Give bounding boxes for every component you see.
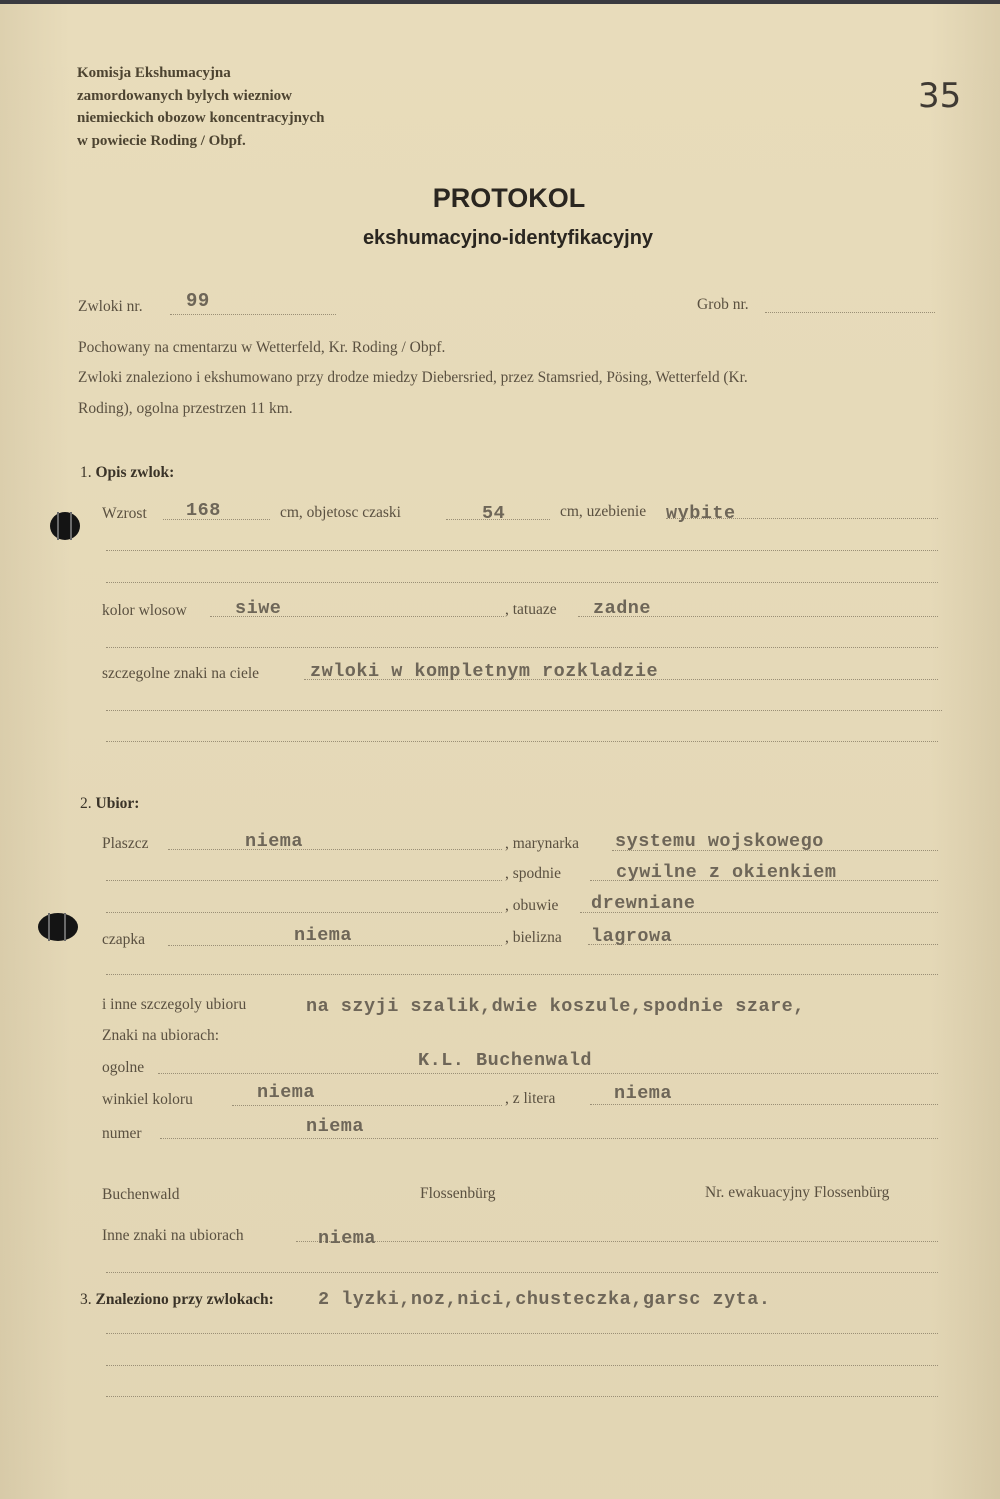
document-subtitle: ekshumacyjno-identyfikacyjny bbox=[362, 227, 654, 249]
winkiel-label: winkiel koloru bbox=[102, 1091, 193, 1108]
punch-hole-edge bbox=[64, 913, 66, 941]
zwloki-label: Zwloki nr. bbox=[78, 298, 143, 315]
field-line bbox=[160, 1138, 938, 1139]
section-1-heading bbox=[80, 464, 174, 482]
inne-znaki-label: Inne znaki na ubiorach bbox=[102, 1227, 244, 1244]
inne-szczegoly-label: i inne szczegoly ubioru bbox=[102, 996, 247, 1013]
section-number: 3. bbox=[80, 1291, 92, 1308]
blank-line bbox=[106, 710, 942, 711]
uzebienie-label: cm, uzebienie bbox=[560, 503, 647, 520]
section-title: Opis zwlok: bbox=[95, 464, 175, 481]
commission-header bbox=[77, 62, 324, 152]
z-litera-label: , z litera bbox=[505, 1090, 556, 1107]
znaki-ciele-label: szczegolne znaki na ciele bbox=[102, 665, 260, 682]
kolor-wlosow-value: siwe bbox=[235, 598, 282, 619]
blank-line bbox=[106, 550, 938, 551]
found-text-cont: Roding), ogolna przestrzen 11 km. bbox=[78, 400, 293, 417]
czapka-value: niema bbox=[294, 925, 353, 946]
header-line: niemieckich obozow koncentracyjnych bbox=[77, 110, 325, 126]
blank-line bbox=[106, 1333, 938, 1334]
blank-line bbox=[106, 974, 938, 975]
znaleziono-value: 2 lyzki,noz,nici,chusteczka,garsc zyta. bbox=[318, 1289, 771, 1310]
winkiel-value: niema bbox=[257, 1082, 316, 1103]
field-line bbox=[232, 1105, 502, 1106]
nr-ewakuacyjny-label: Nr. ewakuacyjny Flossenbürg bbox=[705, 1184, 890, 1201]
bielizna-label: , bielizna bbox=[505, 929, 562, 946]
document-title: PROTOKOL bbox=[432, 183, 586, 213]
plaszcz-label: Plaszcz bbox=[102, 835, 149, 852]
blank-line bbox=[106, 647, 938, 648]
punch-hole-edge bbox=[48, 913, 50, 941]
spodnie-label: , spodnie bbox=[505, 865, 561, 882]
znaki-ubiorach-label: Znaki na ubiorach: bbox=[102, 1027, 220, 1044]
numer-label: numer bbox=[102, 1125, 142, 1142]
section-title: Ubior: bbox=[95, 795, 140, 812]
numer-value: niema bbox=[306, 1116, 365, 1137]
blank-line bbox=[106, 880, 502, 881]
header-line: Komisja Ekshumacyjna bbox=[77, 65, 231, 81]
field-line bbox=[590, 1104, 938, 1105]
section-2-heading bbox=[80, 795, 139, 813]
czapka-label: czapka bbox=[102, 931, 146, 948]
z-litera-value: niema bbox=[614, 1083, 673, 1104]
section-number: 1. bbox=[80, 464, 92, 481]
marynarka-label: , marynarka bbox=[505, 835, 580, 852]
blank-line bbox=[106, 1365, 938, 1366]
spodnie-value: cywilne z okienkiem bbox=[616, 862, 837, 883]
uzebienie-value: wybite bbox=[666, 503, 736, 524]
kolor-wlosow-label: kolor wlosow bbox=[102, 602, 187, 619]
wzrost-label: Wzrost bbox=[102, 505, 147, 522]
scan-edge bbox=[0, 0, 1000, 4]
punch-hole bbox=[50, 512, 80, 540]
blank-line bbox=[106, 1272, 938, 1273]
field-line bbox=[168, 849, 502, 850]
blank-line bbox=[106, 741, 938, 742]
punch-hole-edge bbox=[70, 512, 72, 540]
burial-text: Pochowany na cmentarzu w Wetterfeld, Kr. Roding / Obpf. bbox=[78, 339, 446, 356]
field-line bbox=[170, 314, 336, 315]
section-title: Znaleziono przy zwlokach: bbox=[95, 1291, 274, 1308]
cm-czaszka-label: cm, objetosc czaski bbox=[280, 504, 401, 521]
tatuaze-label: , tatuaze bbox=[505, 601, 557, 618]
plaszcz-value: niema bbox=[245, 831, 304, 852]
buchenwald-label: Buchenwald bbox=[102, 1186, 180, 1203]
found-text: Zwloki znaleziono i ekshumowano przy drodze miedzy Diebersried, przez Stamsried, Pösing, Wetterfeld (Kr. bbox=[78, 369, 748, 386]
section-3-heading bbox=[80, 1291, 274, 1309]
obuwie-value: drewniane bbox=[591, 893, 696, 914]
wzrost-value: 168 bbox=[186, 500, 221, 521]
field-line bbox=[765, 312, 935, 313]
punch-hole-edge bbox=[57, 512, 59, 540]
znaki-ciele-value: zwloki w kompletnym rozkladzie bbox=[310, 661, 659, 682]
flossenburg-label: Flossenbürg bbox=[420, 1185, 496, 1202]
bielizna-value: lagrowa bbox=[591, 926, 673, 947]
field-line bbox=[296, 1241, 938, 1242]
inne-znaki-value: niema bbox=[318, 1228, 377, 1249]
grob-label: Grob nr. bbox=[697, 296, 749, 313]
field-line bbox=[158, 1073, 938, 1074]
obuwie-label: , obuwie bbox=[505, 897, 559, 914]
punch-hole bbox=[38, 913, 78, 941]
header-line: w powiecie Roding / Obpf. bbox=[77, 132, 246, 149]
blank-line bbox=[106, 582, 938, 583]
ogolne-label: ogolne bbox=[102, 1059, 145, 1076]
section-number: 2. bbox=[80, 795, 92, 812]
zwloki-value: 99 bbox=[186, 290, 210, 312]
blank-line bbox=[106, 1396, 938, 1397]
blank-line bbox=[106, 912, 502, 913]
inne-szczegoly-value: na szyji szalik,dwie koszule,spodnie szare, bbox=[306, 996, 805, 1017]
tatuaze-value: zadne bbox=[593, 598, 652, 619]
marynarka-value: systemu wojskowego bbox=[615, 831, 824, 852]
czaszka-value: 54 bbox=[482, 503, 506, 524]
ogolne-value: K.L. Buchenwald bbox=[418, 1050, 593, 1071]
page-number: 35 bbox=[918, 76, 962, 116]
header-line: zamordowanych bylych wiezniow bbox=[77, 87, 292, 104]
